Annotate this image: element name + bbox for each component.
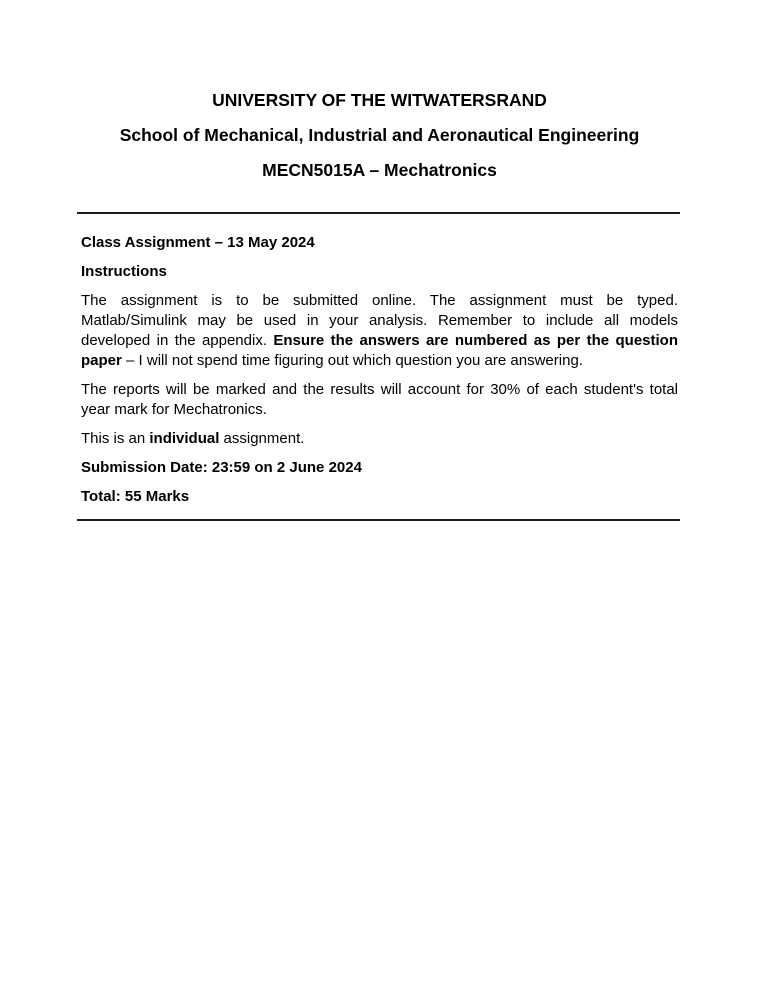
- university-title: UNIVERSITY OF THE WITWATERSRAND: [212, 90, 547, 110]
- submission-date: Submission Date: 23:59 on 2 June 2024: [81, 459, 362, 476]
- course-title: MECN5015A – Mechatronics: [262, 160, 497, 180]
- document-header: [81, 0, 678, 188]
- instructions-heading: Instructions: [81, 263, 167, 280]
- individual-text-1: This is an: [81, 430, 150, 447]
- instructions-text-1: The assignment is to be submitted online. The assignment must be typed. Matlab/Simulink may be used in your analysis. Remember to include all models developed in the appendix.: [81, 292, 678, 349]
- total-marks: Total: 55 Marks: [81, 488, 190, 505]
- instructions-paragraph: [81, 291, 678, 371]
- marking-paragraph: The reports will be marked and the results will account for 30% of each student's total year mark for Mechatronics.: [81, 381, 678, 418]
- instructions-bold-text: Ensure the answers are numbered as per the question paper: [81, 332, 678, 369]
- individual-bold-text: individual: [149, 430, 220, 447]
- footer-divider: [77, 519, 680, 521]
- instructions-text-2: – I will not spend time figuring out which question you are answering.: [121, 352, 583, 369]
- document-body: [81, 233, 678, 507]
- assignment-title: Class Assignment – 13 May 2024: [81, 234, 315, 251]
- header-divider: [77, 212, 680, 214]
- document-content: [81, 0, 678, 521]
- school-title: School of Mechanical, Industrial and Aeronautical Engineering: [119, 125, 640, 145]
- individual-text-2: assignment.: [219, 430, 305, 447]
- individual-paragraph: [81, 429, 678, 449]
